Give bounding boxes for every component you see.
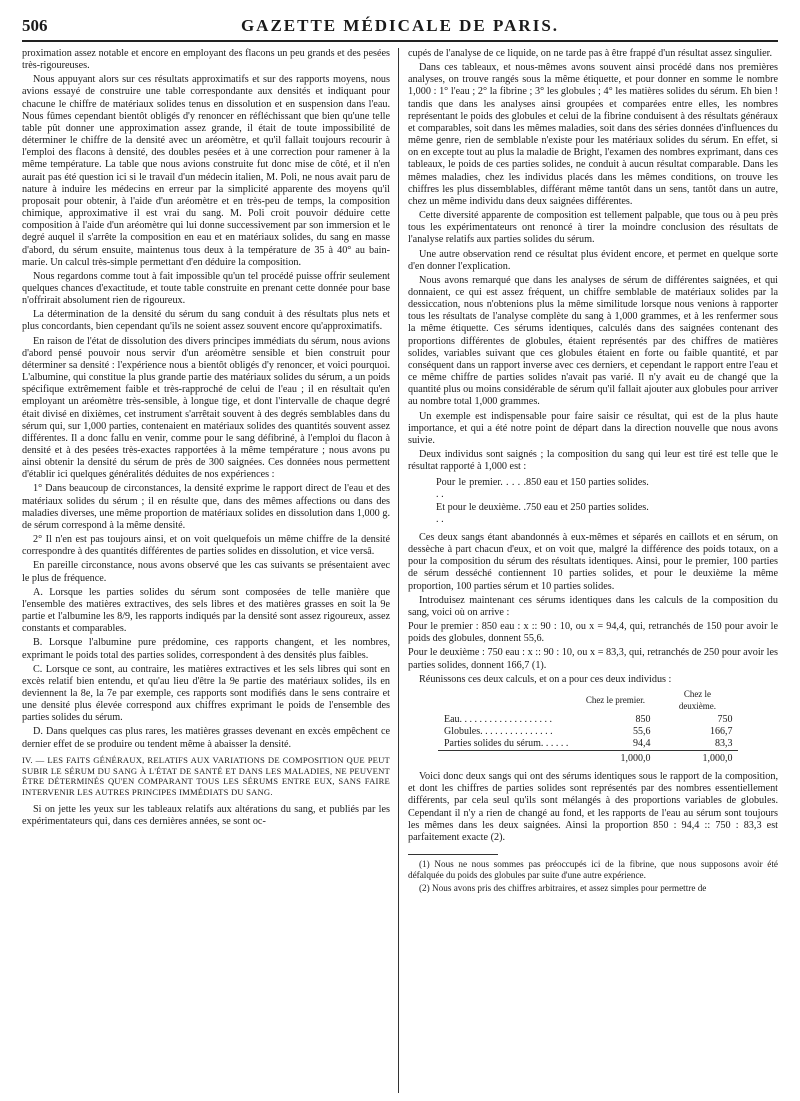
composition-list — [436, 477, 778, 526]
table-row — [438, 738, 738, 751]
paragraph: C. Lorsque ce sont, au contraire, les matières extractives et les sels libres qui sont en excès relatif bien entendu, et qu'au lieu d'être la 9e partie des matériaux solides, ils en deviennent la 8e, la 7e par exemple, ces rapports sont modifiés dans le sens contraire et une densité plus élevée correspond aux chiffres exprimant le poids de l'ensemble des parties solides du sérum. — [22, 663, 390, 724]
left-column — [22, 48, 390, 1093]
paragraph: La détermination de la densité du sérum du sang conduit à des résultats plus nets et plus concordants, bien cependant qu'ils ne soient assez souvent encore qu'approximatifs. — [22, 309, 390, 333]
column-divider — [398, 48, 399, 1093]
paragraph: Réunissons ces deux calculs, et on a pour ces deux individus : — [419, 673, 672, 685]
row-label: Parties solides du sérum. . . . . . — [444, 738, 569, 750]
composition-label: Et pour le deuxième. . . . — [436, 501, 526, 525]
total-value: 1,000,0 — [574, 751, 656, 766]
paragraph: D. Dans quelques cas plus rares, les matières grasses devenant en excès empêchent ce dernier effet de se produire ou tendent même à abaisser la densité. — [22, 726, 390, 750]
paragraph: Une autre observation rend ce résultat plus évident encore, et permet en quelque sorte d'en donner l'explication. — [408, 248, 778, 272]
paragraph: Nous regardons comme tout à fait impossible qu'un tel procédé puisse offrir seulement quelques chances d'exactitude, et toute table construite en prenant cette donnée pour base n'offrirait absolument rien de rigoureux. — [22, 270, 390, 307]
footnote: (2) Nous avons pris des chiffres arbitraires, et assez simples pour permettre de — [419, 883, 707, 894]
table-row — [438, 714, 738, 726]
paragraph: Cette diversité apparente de composition est tellement palpable, que tous ou à peu près tous les expérimentateurs ont renoncé à tirer la moindre conclusion des résultats de l'analyse relatifs aux parties solides du sérum. — [408, 210, 778, 246]
paragraph: A. Lorsque les parties solides du sérum sont composées de telle manière que l'ensemble des matières extractives, des sels libres et des matières grasses en soit la 9e partie et l'albumine les 8/9, les rapports indiqués par la densité sont assez rigoureux, assez constants et comparables. — [22, 586, 390, 635]
column-header: Chez le premier. — [585, 694, 646, 705]
paragraph: Deux individus sont saignés ; la composition du sang qui leur est tiré est telle que le résultat rapporté à 1,000 est : — [408, 449, 778, 473]
composition-value: 850 eau et 150 parties solides. — [526, 477, 649, 489]
right-column — [408, 48, 778, 1093]
paragraph: Introduisez maintenant ces sérums identiques dans les calculs de la composition du sang, voici où on arrive : — [408, 594, 778, 618]
table-row — [438, 726, 738, 738]
paragraph: Ces deux sangs étant abandonnés à eux-mêmes et séparés en caillots et en sérum, on dessèche à part chacun d'eux, et on voit que, malgré la différence des poids totaux, on a pour la composition du sérum des résultats identiques. Ainsi, pour le premier, 100 parties de sérum desséché contiennent 10 parties solides, et pour le deuxième la même proportion, 100 parties sérum et 10 parties solides. — [408, 531, 778, 592]
paragraph: B. Lorsque l'albumine pure prédomine, ces rapports changent, et les nombres, exprimant le poids total des parties solides, correspondent à des densités plus faibles. — [22, 637, 390, 661]
paragraph: proximation assez notable et encore en employant des flacons un peu grands et des pesées très-rigoureuses. — [22, 48, 390, 72]
paragraph: 2° Il n'en est pas toujours ainsi, et on voit quelquefois un même chiffre de la densité correspondre à des quantités différentes de parties solides en dissolution, et vice versâ. — [22, 534, 390, 558]
footnote-rule — [408, 854, 498, 855]
composition-row — [436, 502, 778, 526]
row-label: Globules. . . . . . . . . . . . . . . — [444, 726, 553, 738]
paragraph: Nous avons remarqué que dans les analyses de sérum de différentes saignées, et qui donnaient, ce qui est assez fréquent, un chiffre semblable de matériaux solides par la dessiccation, nous n'obtenions plus la même similitude lorsque nous venions à rapporter tous les résultats de l'analyse complète du sang à 1,000 grammes, et à les renfermer sous la même étiquette. Ces sérums identiques, calculés dans des saignées contenant des proportions différentes de globules, étaient représentés par des chiffres de matières solides, variables suivant que ces globules étaient en forte ou faible quantité, et par conséquent dans un rapport inverse avec ces derniers, et cependant le rapport entre l'eau et ce même chiffre de parties solides n'avait pas varié. Il n'y avait eu de changé que la quantité plus ou moins considérable de sérum qu'il fallait ajouter aux globules pour arriver au nombre total 1,000 grammes. — [408, 274, 778, 408]
paragraph: Si on jette les yeux sur les tableaux relatifs aux altérations du sang, et publiés par les expérimentateurs qui, dans ces dernières années, se sont oc- — [22, 803, 390, 828]
formula-line: Pour le premier : 850 eau : x :: 90 : 10, ou x = 94,4, qui, retranchés de 150 pour avoir le poids des globules, donnent 55,6. — [408, 621, 778, 645]
footnote: (1) Nous ne nous sommes pas préoccupés ici de la fibrine, que nous supposons avoir été défalquée du poids des globules par suite d'une autre expérience. — [408, 859, 778, 881]
results-table — [438, 688, 738, 765]
paragraph: Nous appuyant alors sur ces résultats approximatifs et sur des rapports moyens, nous avions essayé de construire une table correspondante aux densités et indiquant pour chacune le chiffre de matériaux solides tenus en dissolution et en suspension dans l'eau. Nous fûmes cependant bientôt obligés d'y renoncer en réfléchissant que bien qu'une telle table pût donner une approximation assez grande, il était de toute impossibilité de déterminer le chiffre de la densité avec un aréomètre, et qu'il fallait toujours recourir à l'emploi des flacons à densité, des doubles pesées et à une correction pour ramener à la même température. La table que nous avions construite fut donc mise de côté, et il n'en aurait pas été question ici si le travail d'un médecin italien, M. Poli, ne nous avait paru de nature à induire les médecins en erreur par la simplicité apparente des moyens qu'il proposait pour obtenir, à l'aide d'un aréomètre et en très-peu de temps, la composition chimique, approximative il est vrai du sang. M. Poli croit pouvoir déduire cette composition à l'aide d'un aréomètre qui lui donne successivement par son immersion et le degré auquel il s'arrête la composition en eau et en matériaux solides, du sang en masse d'abord, du sérum ensuite, maintenus tous deux à la température de 35 à 40° au bain-marie. Un calcul très-simple permettant d'en déduire la composition. — [22, 74, 390, 268]
row-label: Eau. . . . . . . . . . . . . . . . . . . — [444, 714, 553, 726]
cell-value: 94,4 — [632, 738, 651, 750]
table-total-row — [438, 751, 738, 766]
cell-value: 850 — [635, 714, 651, 726]
formula-line: Pour le deuxième : 750 eau : x :: 90 : 10, ou x = 83,3, qui, retranchés de 250 pour avoir les parties solides, donnent 166,7 (1). — [408, 647, 778, 671]
paragraph: cupés de l'analyse de ce liquide, on ne tarde pas à être frappé d'un résultat assez singulier. — [408, 48, 773, 59]
page-number: 506 — [22, 16, 48, 35]
cell-value: 55,6 — [632, 726, 651, 738]
section-heading: IV. — LES FAITS GÉNÉRAUX, RELATIFS AUX VARIATIONS DE COMPOSITION QUE PEUT SUBIR LE SÉRUM DU SANG À L'ÉTAT DE SANTÉ ET DANS LES MALADIES, NE PEUVENT ÊTRE DÉTERMINÉS QU'EN COMPARANT TOUS LES SÉRUMS ENTRE EUX, SANS FAIRE INTERVENIR LES AUTRES PRINCIPES IMMÉDIATS DU SANG. — [22, 754, 390, 798]
column-header: Chez le deuxième. — [678, 688, 717, 711]
cell-value: 750 — [717, 714, 733, 726]
paragraph: 1° Dans beaucoup de circonstances, la densité exprime le rapport direct de l'eau et des matériaux solides du sérum ; il en résulte que, dans des mêmes affections ou dans des maladies diverses, une même proportion de matériaux solides en dissolution dans 1,000 g. de sérum correspond à la même densité. — [22, 483, 390, 531]
page-header — [22, 14, 778, 42]
composition-value: 750 eau et 250 parties solides. — [526, 501, 649, 513]
table-header-row — [438, 688, 738, 714]
composition-label: Pour le premier. . . . . . . — [436, 477, 526, 501]
paragraph: Voici donc deux sangs qui ont des sérums identiques sous le rapport de la composition, et dont les chiffres de parties solides sont représentés par des nombres essentiellement différents, par cela seul qu'ils sont mélangés à des proportions variables de globules. Cependant il n'y a rien de changé au fond, et les rapports de l'eau au sérum sont toujours les mêmes dans les deux saignées. Ainsi la proportion 850 : 94,4 :: 750 : 83,3 est parfaitement exacte (2). — [408, 771, 778, 843]
paragraph: En pareille circonstance, nous avons observé que les cas suivants se présentaient avec le plus de fréquence. — [22, 560, 390, 584]
composition-row — [436, 477, 778, 501]
cell-value: 83,3 — [714, 738, 733, 750]
paragraph: Dans ces tableaux, et nous-mêmes avons souvent ainsi procédé dans nos premières analyses, on trouve rangés sous la même étiquette, et pour donner en somme le nombre 1,000 : 1° l'eau ; 2° la fibrine ; 3° les globules ; 4° les matières solides du sérum. Eh bien ! tandis que dans les analyses ainsi groupées et comparées entre elles, les nombres représentant le poids des globules et celui de la fibrine conduisent à des résultats généraux et comparables, soit dans les mêmes maladies, soit dans des séries données d'influences du même genre, rien de semblable n'existe pour les matériaux solides du sérum. En effet, si on en excepte tout au plus la maladie de Bright, l'examen des nombres exprimant, dans ces tableaux, le poids de ces parties solides, ne conduit à aucun résultat comparable. Dans les mêmes maladies, chez les individus placés dans les mêmes conditions, on trouve les chiffres les plus dissemblables, différant même tantôt dans un sens, tantôt dans un autre, chez un même individu dans deux saignées différentes. — [408, 62, 778, 207]
cell-value: 166,7 — [709, 726, 733, 738]
paragraph: En raison de l'état de dissolution des divers principes immédiats du sérum, nous avions d'abord pensé pouvoir nous servir d'un aréomètre sensible et bien construit pour déterminer sa densité : l'expérience nous a bientôt obligés d'y renoncer, et voici pourquoi. L'albumine, qui constitue la plus grande partie des matériaux solides du sérum, a un poids spécifique extrêmement faible et très-rapproché de celui de l'eau ; il en résultait qu'en employant un aréomètre très-sensible, à longue tige, et dont l'intervalle de chaque degré était divisé en dixièmes, cet instrument s'arrêtait souvent à des degrés semblables dans du sérum qui, sur 1,000 parties, contenaient en matériaux solides des quantités souvent assez différentes. Il a donc fallu en venir, comme pour le sang défibriné, à l'emploi du flacon à densité et à des pesées très-exactes rapportées à la même température ; nous avons pu ainsi obtenir la densité du sérum de près de 300 saignées. Ces données nous permettent d'établir ici quelques généralités déduites de nos expériences : — [22, 335, 390, 481]
paragraph: Un exemple est indispensable pour faire saisir ce résultat, qui est de la plus haute importance, et qui a été notre point de départ dans la direction nouvelle que nous avons suivie. — [408, 410, 778, 446]
journal-title: GAZETTE MÉDICALE DE PARIS. — [240, 16, 560, 35]
total-value: 1,000,0 — [656, 751, 738, 766]
